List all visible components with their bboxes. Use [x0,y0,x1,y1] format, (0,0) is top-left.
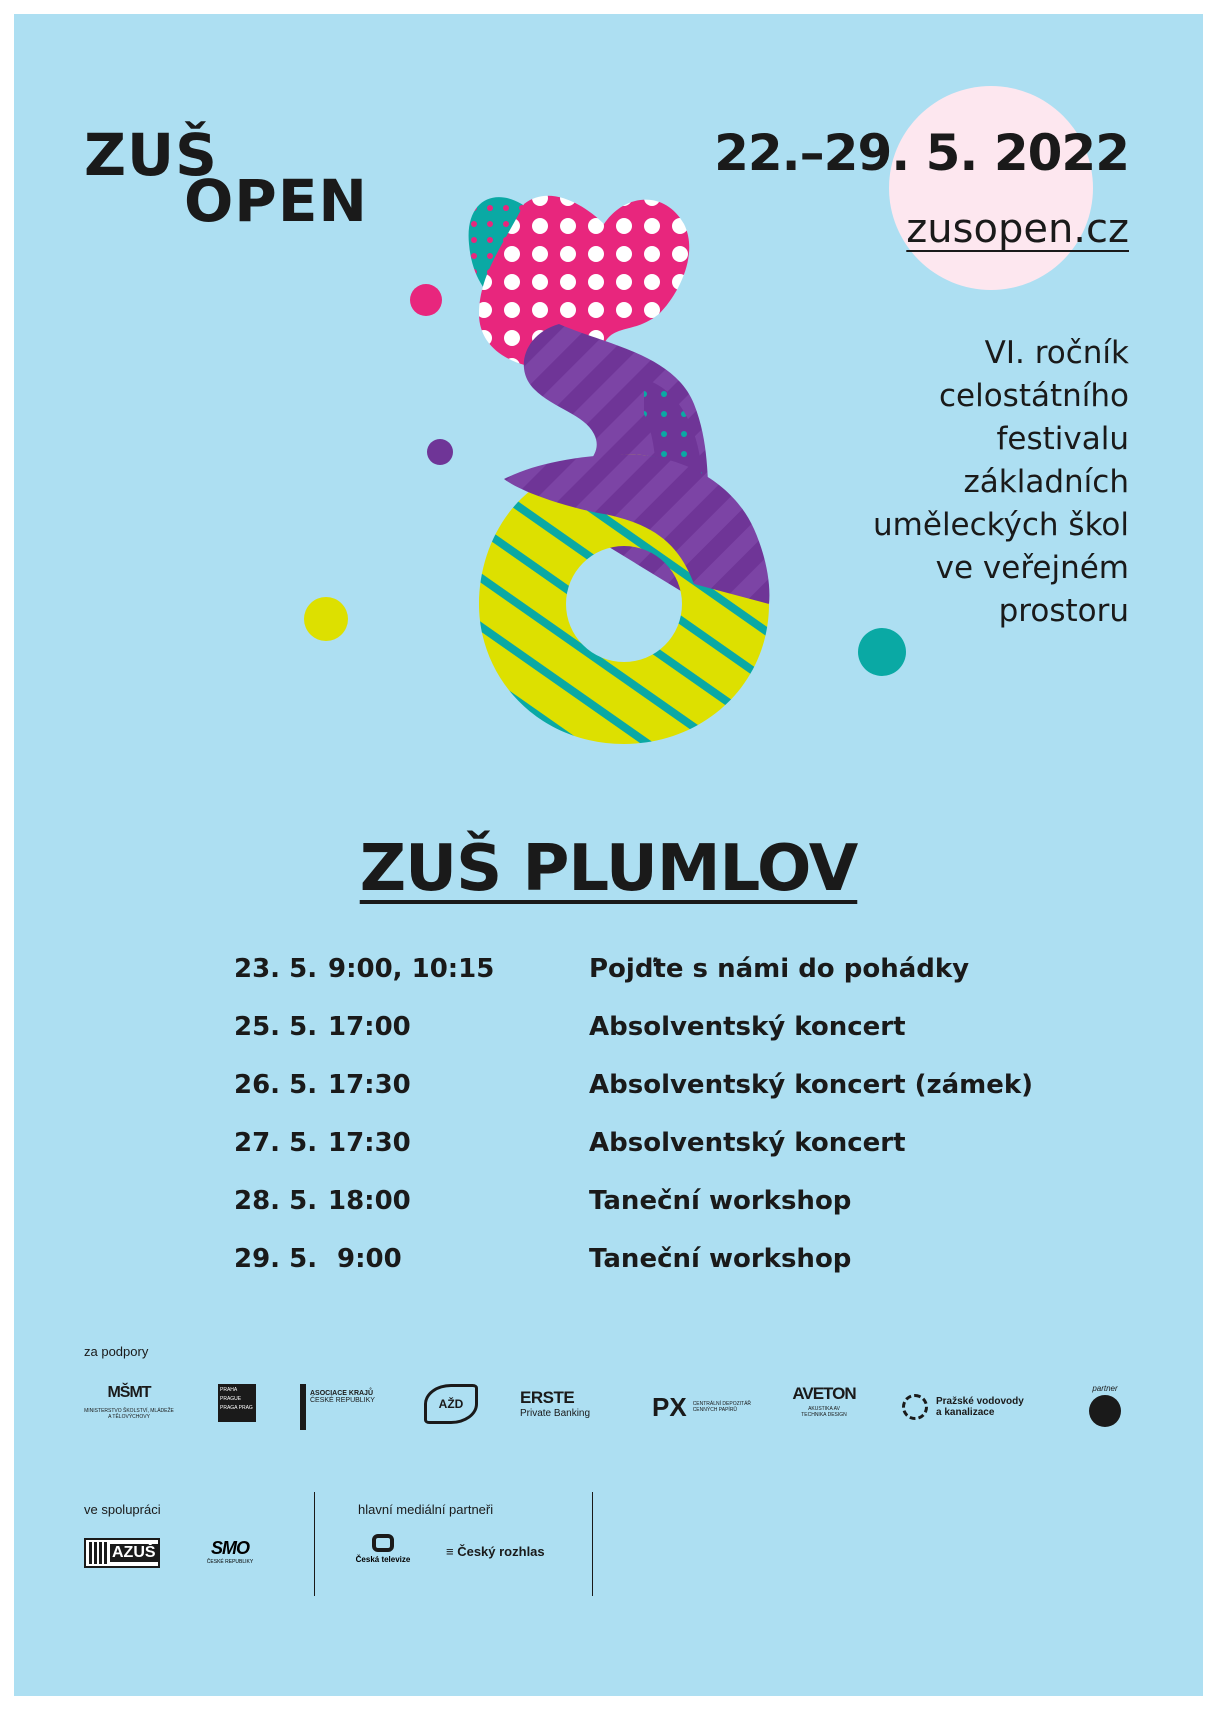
msmt-logo: MŠMT MINISTERSTVO ŠKOLSTVÍ, MLÁDEŽE A TĚLOVÝCHOVY [84,1384,174,1420]
teal-dot-decoration [858,628,906,676]
schedule-date: 25. 5. [234,1012,318,1042]
schedule-event: Absolventský koncert [589,1128,906,1158]
poster [14,14,1203,1696]
schedule-time: 17:30 [328,1070,411,1100]
description-line: uměleckých škol [873,507,1129,543]
aveton-logo: AVETON AKUSTIKA AV TECHNIKA DESIGN [792,1384,856,1418]
schedule-event: Taneční workshop [589,1244,852,1274]
pink-dot-decoration [410,284,442,316]
support-logos [84,1384,1144,1434]
schedule-list [234,954,1034,1302]
purple-dot-decoration [427,439,453,465]
school-title [14,832,1203,906]
schedule-date: 29. 5. [234,1244,318,1274]
schedule-time: 9:00, 10:15 [328,954,495,984]
description-line: festivalu [996,421,1129,457]
pink-circle-decoration [889,86,1093,290]
description-line: prostoru [998,593,1129,629]
schedule-time: 9:00 [328,1244,402,1274]
px-logo: PX CENTRÁLNÍ DEPOZITÁŘ CENNÝCH PAPÍRŮ [652,1391,752,1422]
azus-mark-icon [89,1542,107,1564]
ceska-televize-logo: Česká televize [352,1534,414,1564]
pvk-logo: Pražské vodovody a kanalizace [902,1384,1032,1430]
schedule-event: Taneční workshop [589,1186,852,1216]
asociace-kraju-logo: ASOCIACE KRAJŮ ČESKÉ REPUBLIKY [300,1384,380,1430]
description-line: základních [963,464,1129,500]
ct-icon [372,1534,394,1552]
support-label: za podpory [84,1344,149,1359]
s-ring [479,454,769,744]
cooperation-label: ve spolupráci [84,1502,161,1517]
azd-logo: AŽD [424,1384,478,1424]
logo-line-1: ZUŠ [84,121,218,189]
schedule-date: 28. 5. [234,1186,318,1216]
yellow-dot-decoration [304,597,348,641]
schedule-date: 27. 5. [234,1128,318,1158]
rozhlas-icon: ≡ [446,1544,458,1559]
description-line: ve veřejném [935,550,1129,586]
schedule-time: 18:00 [328,1186,411,1216]
schedule-row [234,1186,1034,1244]
schedule-event: Absolventský koncert [589,1012,906,1042]
schedule-row [234,1070,1034,1128]
footer-divider [314,1492,315,1596]
s-caron-artwork [274,184,834,784]
schedule-row [234,1012,1034,1070]
partner-logo: partner [1082,1384,1128,1430]
headphones-icon [1089,1395,1121,1427]
logo-line-2: OPEN [184,167,368,235]
school-title-text: ZUŠ PLUMLOV [359,832,858,906]
festival-description [873,332,1129,633]
festival-dates: 22.–29. 5. 2022 [714,124,1129,182]
schedule-time: 17:00 [328,1012,411,1042]
schedule-date: 26. 5. [234,1070,318,1100]
schedule-row [234,954,1034,1012]
schedule-time: 17:30 [328,1128,411,1158]
praha-logo: PRAHA PRAGUE PRAGA PRAG [218,1384,256,1422]
smo-logo: SMO ČESKÉ REPUBLIKY [206,1538,254,1565]
erste-logo: ERSTE Private Banking [520,1388,591,1419]
festival-url-link[interactable]: zusopen.cz [906,206,1129,252]
pvk-icon [902,1394,928,1420]
schedule-event: Pojďte s námi do pohádky [589,954,970,984]
schedule-date: 23. 5. [234,954,318,984]
description-line: celostátního [938,378,1129,414]
description-line: VI. ročník [984,335,1129,371]
schedule-event: Absolventský koncert (zámek) [589,1070,1034,1100]
schedule-row [234,1244,1034,1302]
azus-logo: AZUŠ [84,1538,160,1568]
media-partners-label: hlavní mediální partneři [358,1502,494,1517]
footer-divider [592,1492,593,1596]
cesky-rozhlas-logo: ≡ Český rozhlas [446,1544,545,1559]
schedule-row [234,1128,1034,1186]
